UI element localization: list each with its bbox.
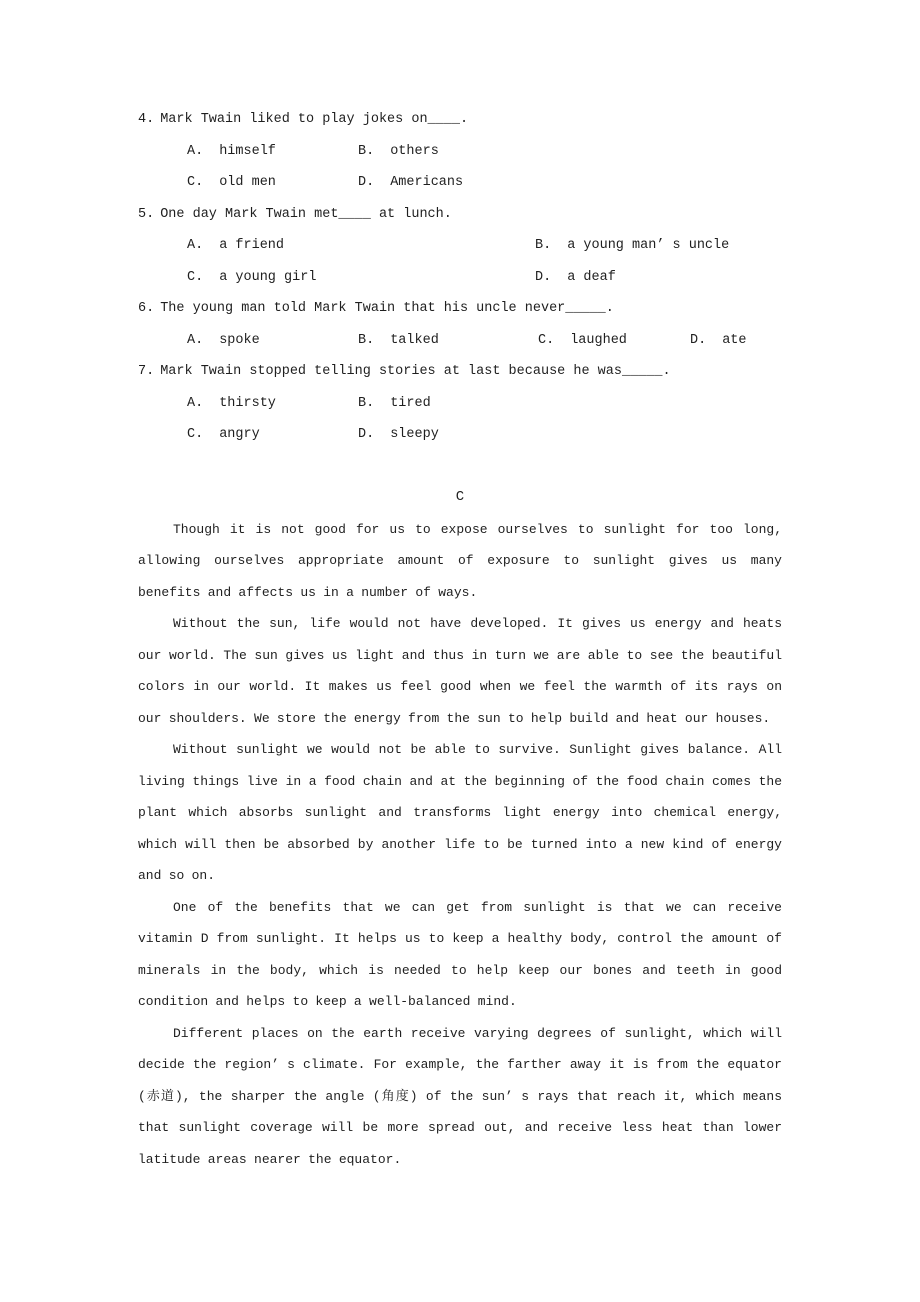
option-text: angry	[219, 427, 260, 442]
question-stem: The young man told Mark Twain that his uncle never_____.	[160, 301, 614, 316]
question-7-option-row-2	[138, 419, 782, 451]
option-text: thirsty	[219, 395, 276, 411]
option-text: spoke	[219, 332, 260, 348]
question-number: 5.	[138, 206, 155, 222]
question-6-option-row	[138, 325, 782, 357]
option-c	[187, 419, 260, 451]
option-label: D.	[690, 332, 707, 348]
option-a	[187, 230, 284, 262]
option-label: A.	[187, 143, 204, 159]
blank-line	[138, 451, 782, 483]
option-label: D.	[535, 269, 552, 285]
option-b	[358, 388, 431, 420]
option-d	[535, 262, 616, 294]
question-number: 7.	[138, 364, 155, 379]
passage-paragraph-2: Without the sun, life would not have developed. It gives us energy and heats our world. The sun gives us light and thus in turn we are able to see the beautiful colors in our world. It makes us feel good when we feel the warmth of its rays on our shoulders. We store the energy from the sun to help build and heat our houses.	[138, 616, 782, 726]
question-6	[138, 293, 782, 356]
option-a	[187, 136, 276, 168]
option-b	[535, 230, 729, 262]
option-label: A.	[187, 238, 204, 253]
passage-paragraph-3: Without sunlight we would not be able to survive. Sunlight gives balance. All living things live in a food chain and at the beginning of the food chain comes the plant which absorbs sunlight and transforms light energy into chemical energy, which will then be absorbed by another life to be turned into a new kind of energy and so on.	[138, 742, 782, 883]
question-7-stem-row	[138, 356, 782, 388]
option-label: B.	[358, 395, 375, 411]
question-4-stem-row	[138, 104, 782, 136]
question-6-stem-row	[138, 293, 782, 325]
passage-paragraph-5: Different places on the earth receive varying degrees of sunlight, which will decide the region’ s climate. For example, the farther away it is from the equator (赤道), the sharper the angle (角度) of the sun’ s rays that reach it, which means that sunlight coverage will be more spread out, and receive less heat than lower latitude areas nearer the equator.	[138, 1025, 782, 1167]
question-4	[138, 104, 782, 199]
option-text: old men	[219, 175, 276, 190]
option-text: laughed	[570, 332, 627, 348]
option-label: C.	[538, 332, 555, 348]
option-c	[538, 325, 627, 357]
question-stem: One day Mark Twain met____ at lunch.	[160, 206, 452, 222]
passage-paragraph-4: One of the benefits that we can get from sunlight is that we can receive vitamin D from sunlight. It helps us to keep a healthy body, control the amount of minerals in the body, which is needed to help keep our bones and teeth in good condition and helps to keep a well-balanced mind.	[138, 899, 782, 1009]
option-text: a young man’ s uncle	[567, 238, 730, 253]
option-a	[187, 325, 260, 357]
option-label: D.	[358, 175, 375, 190]
question-7-option-row-1	[138, 388, 782, 420]
reading-passage	[138, 514, 782, 1176]
question-stem: Mark Twain liked to play jokes on____.	[160, 112, 469, 127]
question-number: 4.	[138, 112, 155, 127]
option-label: A.	[187, 332, 204, 348]
option-d	[690, 325, 747, 357]
question-5	[138, 199, 782, 294]
option-label: C.	[187, 269, 204, 285]
option-b	[358, 325, 439, 357]
option-label: B.	[358, 143, 375, 159]
option-d	[358, 419, 439, 451]
option-d	[358, 167, 463, 199]
section-c-header: C	[455, 489, 465, 505]
option-text: Americans	[390, 175, 464, 190]
option-text: a deaf	[567, 269, 616, 285]
question-stem: Mark Twain stopped telling stories at last because he was_____.	[160, 364, 671, 379]
option-c	[187, 262, 316, 294]
question-7	[138, 356, 782, 451]
option-label: D.	[358, 427, 375, 442]
question-4-option-row-1	[138, 136, 782, 168]
option-label: A.	[187, 395, 204, 411]
option-text: ate	[722, 332, 747, 348]
option-text: sleepy	[390, 427, 439, 442]
question-4-option-row-2	[138, 167, 782, 199]
text-content-block	[138, 104, 782, 1175]
question-5-option-row-1	[138, 230, 782, 262]
option-label: B.	[358, 332, 375, 348]
option-text: talked	[390, 332, 439, 348]
option-label: C.	[187, 175, 204, 190]
option-c	[187, 167, 276, 199]
option-text: himself	[219, 143, 276, 159]
question-5-stem-row	[138, 199, 782, 231]
option-label: C.	[187, 427, 204, 442]
option-text: others	[390, 143, 439, 159]
passage-paragraph-1: Though it is not good for us to expose ourselves to sunlight for too long, allowing ourselves appropriate amount of exposure to sunlight gives us many benefits and affects us in a number of ways.	[138, 521, 782, 600]
option-a	[187, 388, 276, 420]
option-text: tired	[390, 395, 431, 411]
option-b	[358, 136, 439, 168]
question-number: 6.	[138, 301, 155, 316]
question-5-option-row-2	[138, 262, 782, 294]
option-text: a friend	[219, 238, 285, 253]
option-text: a young girl	[219, 269, 317, 285]
option-label: B.	[535, 238, 552, 253]
